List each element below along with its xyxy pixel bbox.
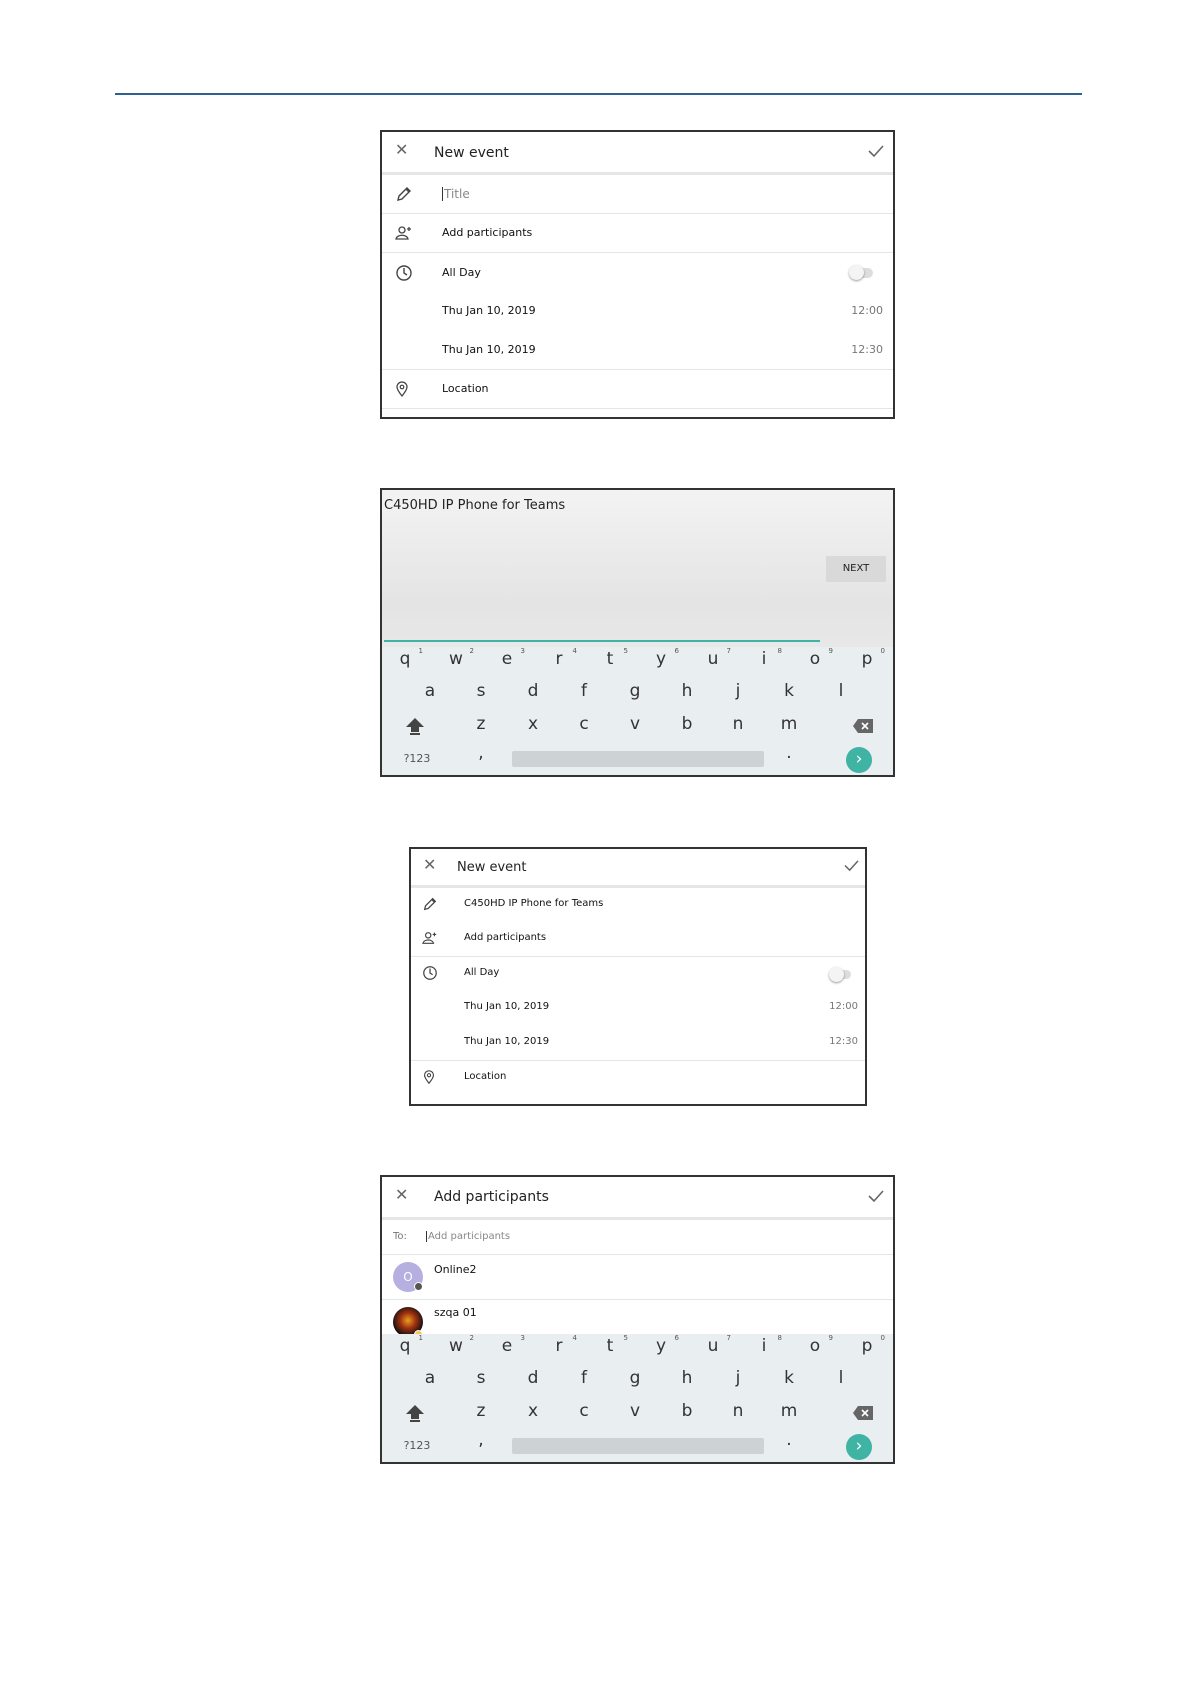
next-button[interactable]: NEXT [826,556,886,582]
key-t[interactable]: t 5 [606,1334,628,1356]
key-c[interactable]: c [579,1401,589,1421]
backspace-icon[interactable] [852,1405,874,1421]
key-g[interactable]: g [629,681,641,701]
to-row[interactable] [382,1220,893,1255]
location-row[interactable] [411,1061,865,1095]
add-participants-row[interactable] [411,922,865,957]
add-person-icon [395,224,413,242]
contact-name: szqa 01 [434,1306,477,1319]
key-q[interactable]: q 1 [399,1334,423,1356]
key-s[interactable]: s [476,1368,486,1388]
keyboard [382,1334,893,1464]
title-text-field[interactable]: C450HD IP Phone for Teams [384,498,566,513]
start-date[interactable]: Thu Jan 10, 2019 [442,304,536,317]
key-y[interactable]: y 6 [655,647,679,669]
checkmark-icon[interactable] [844,859,859,872]
keyboard-row-3 [382,1401,893,1431]
key-u[interactable]: u 7 [707,1334,731,1356]
backspace-icon[interactable] [852,718,874,734]
dialog-header [382,1177,893,1220]
close-icon[interactable]: ✕ [395,1185,409,1204]
key-t[interactable]: t 5 [606,647,628,669]
key-z[interactable]: z [476,1401,486,1421]
to-label: To: [393,1231,407,1242]
all-day-row[interactable] [411,957,865,991]
dialog-header [382,132,893,175]
end-date[interactable]: Thu Jan 10, 2019 [464,1036,550,1047]
start-datetime-row[interactable] [382,292,893,330]
title-row[interactable] [411,888,865,922]
text-cursor [442,187,443,201]
keyboard-row-2 [382,1368,893,1398]
go-arrow-icon[interactable]: › [846,1434,872,1460]
key-m[interactable]: m [780,714,798,734]
input-underline [384,640,820,642]
title-entry-screen [380,488,895,777]
all-day-label: All Day [464,967,500,978]
key-r[interactable]: r 4 [555,1334,577,1356]
key-v[interactable]: v [629,1401,641,1421]
start-date[interactable]: Thu Jan 10, 2019 [464,1001,550,1012]
key-y[interactable]: y 6 [655,1334,679,1356]
end-datetime-row[interactable] [411,1026,865,1061]
key-d[interactable]: d [527,1368,539,1388]
keyboard [382,647,893,777]
keyboard-row-4 [382,1432,893,1462]
location-row[interactable] [382,370,893,409]
go-arrow-icon[interactable]: › [846,747,872,773]
add-person-icon [422,930,438,946]
key-h[interactable]: h [681,681,693,701]
key-n[interactable]: n [732,714,744,734]
key-e[interactable]: e 3 [501,1334,525,1356]
add-participants-row[interactable] [382,214,893,253]
close-icon[interactable]: ✕ [395,140,409,159]
start-time[interactable]: 12:00 [851,304,883,317]
key-i[interactable]: i 8 [761,1334,782,1356]
key-b[interactable]: b [681,714,693,734]
key-g[interactable]: g [629,1368,641,1388]
add-participants-dialog [380,1175,895,1464]
key-a[interactable]: a [424,1368,436,1388]
close-icon[interactable]: ✕ [423,855,437,874]
key-period[interactable]: . [786,1430,792,1450]
key-h[interactable]: h [681,1368,693,1388]
checkmark-icon[interactable] [868,1189,884,1203]
key-c[interactable]: c [579,714,589,734]
checkmark-icon[interactable] [868,144,884,158]
location-pin-icon [421,1069,437,1085]
end-time[interactable]: 12:30 [829,1036,858,1047]
start-datetime-row[interactable] [411,991,865,1025]
key-m[interactable]: m [780,1401,798,1421]
key-p[interactable]: p 0 [861,1334,885,1356]
location-pin-icon [393,380,411,398]
key-a[interactable]: a [424,681,436,701]
key-k[interactable]: k [784,681,794,701]
key-l[interactable]: l [838,681,844,701]
key-comma[interactable]: , [478,1430,484,1450]
title-input[interactable]: C450HD IP Phone for Teams [464,898,604,909]
all-day-row[interactable] [382,253,893,291]
clock-icon [422,965,438,981]
key-p[interactable]: p 0 [861,647,885,669]
key-u[interactable]: u 7 [707,647,731,669]
pencil-icon [395,185,413,203]
keyboard-row-1 [382,649,893,679]
key-x[interactable]: x [527,714,539,734]
location-input[interactable]: Location [464,1071,507,1082]
avatar [393,1307,423,1337]
key-x[interactable]: x [527,1401,539,1421]
pencil-icon [422,896,438,912]
key-j[interactable]: j [735,1368,741,1388]
clock-icon [395,264,413,282]
key-e[interactable]: e 3 [501,647,525,669]
end-time[interactable]: 12:30 [851,343,883,356]
new-event-dialog-empty [380,130,895,419]
shift-arrow-icon[interactable] [404,1403,426,1423]
key-period[interactable]: . [786,743,792,763]
new-event-dialog-filled [409,847,867,1106]
spacebar[interactable] [512,751,764,767]
key-b[interactable]: b [681,1401,693,1421]
presence-dot [414,1282,423,1291]
key-z[interactable]: z [476,714,486,734]
keyboard-row-2 [382,681,893,711]
key-q[interactable]: q 1 [399,647,423,669]
key-w[interactable]: w 2 [449,647,474,669]
keyboard-row-4 [382,745,893,775]
symbols-key[interactable]: ?123 [403,1439,431,1452]
key-d[interactable]: d [527,681,539,701]
location-input[interactable]: Location [442,382,489,395]
avatar-initial: O [403,1270,413,1284]
key-o[interactable]: o 9 [809,1334,833,1356]
keyboard-row-3 [382,714,893,744]
participants-search-input[interactable]: Add participants [428,1231,511,1242]
contact-name: Online2 [434,1263,477,1276]
keyboard-row-1 [382,1336,893,1366]
spacebar[interactable] [512,1438,764,1454]
end-date[interactable]: Thu Jan 10, 2019 [442,343,536,356]
key-n[interactable]: n [732,1401,744,1421]
all-day-toggle[interactable] [831,970,851,979]
key-w[interactable]: w 2 [449,1334,474,1356]
start-time[interactable]: 12:00 [829,1001,858,1012]
dialog-header [411,849,865,888]
avatar [393,1262,423,1292]
symbols-key[interactable]: ?123 [403,752,431,765]
add-participants-label: Add participants [464,932,547,943]
dialog-title: New event [457,860,527,875]
dialog-title: Add participants [434,1189,549,1205]
key-comma[interactable]: , [478,743,484,763]
title-input[interactable]: Title [444,187,470,201]
key-k[interactable]: k [784,1368,794,1388]
key-i[interactable]: i 8 [761,647,782,669]
page-header-rule [115,93,1082,95]
key-v[interactable]: v [629,714,641,734]
contact-row[interactable] [382,1255,893,1300]
key-l[interactable]: l [838,1368,844,1388]
contact-row[interactable] [382,1300,893,1336]
key-r[interactable]: r 4 [555,647,577,669]
all-day-toggle[interactable] [851,268,873,278]
all-day-label: All Day [442,266,481,279]
dialog-title: New event [434,145,509,161]
text-cursor [426,1231,427,1242]
key-f[interactable]: f [581,681,587,701]
key-s[interactable]: s [476,681,486,701]
key-o[interactable]: o 9 [809,647,833,669]
shift-arrow-icon[interactable] [404,716,426,736]
key-j[interactable]: j [735,681,741,701]
title-row[interactable] [382,175,893,214]
add-participants-label: Add participants [442,226,533,239]
end-datetime-row[interactable] [382,331,893,370]
key-f[interactable]: f [581,1368,587,1388]
